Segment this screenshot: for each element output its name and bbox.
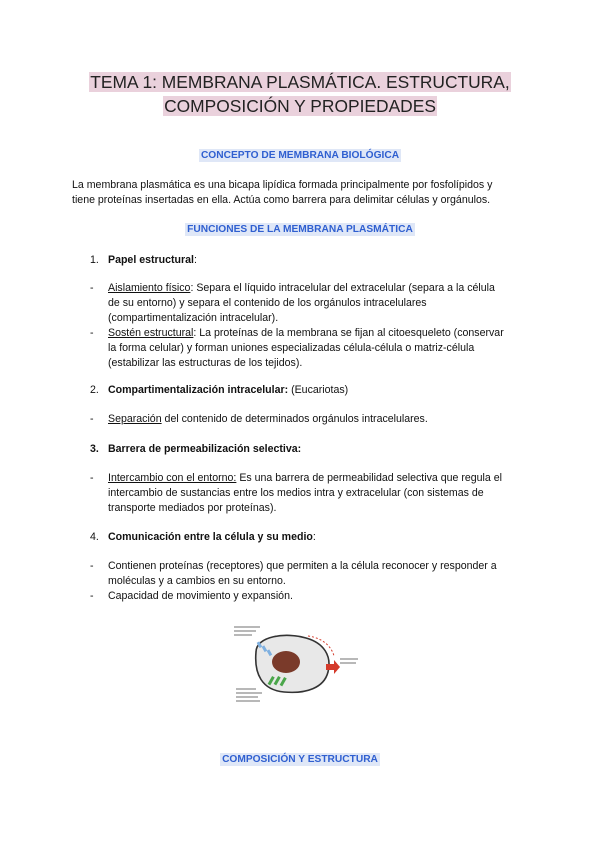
numbered-item-3: [90, 442, 301, 457]
bullet-text-line: (estabilizar las estructuras de los tejidos).: [108, 356, 303, 369]
page-title-line2: COMPOSICIÓN Y PROPIEDADES: [164, 96, 436, 116]
numbered-item-2: [90, 383, 348, 398]
item-title: Papel estructural: [108, 254, 194, 266]
section-heading-composicion: [0, 754, 600, 765]
bullet-text-line: intercambio de sustancias entre los medios intra y extracelular (con sistemas de: [108, 486, 484, 499]
bullet-dash: -: [90, 590, 94, 602]
cell-diagram-svg: [228, 622, 360, 704]
bullet-dash: -: [90, 282, 94, 294]
bullet-dash: -: [90, 327, 94, 339]
item-suffix: (Eucariotas): [288, 384, 349, 396]
item-number: 4.: [90, 531, 99, 543]
bullet-label: Sostén estructural: [108, 327, 194, 339]
bullet-text-line: la forma celular) y forman uniones especializadas célula-célula o matriz-célula: [108, 341, 475, 354]
section-heading-funciones: [0, 224, 600, 235]
bullet-text-line: : La proteínas de la membrana se fijan al citoesqueleto (conservar: [193, 327, 504, 339]
bullet-dash: -: [90, 472, 94, 484]
numbered-item-4: [90, 530, 316, 545]
item-number: 3.: [90, 443, 99, 455]
concepto-line2: tiene proteínas insertadas en ella. Actúa como barrera para delimitar células y orgánulos.: [72, 194, 491, 206]
bullet-sosten: [90, 326, 530, 370]
item-title: Barrera de permeabilización selectiva:: [108, 443, 302, 455]
bullet-aislamiento: [90, 281, 530, 325]
page-title-line1: TEMA 1: MEMBRANA PLASMÁTICA. ESTRUCTURA,: [90, 72, 510, 92]
bullet-text-line: : Separa el líquido intracelular del extracelular (separa a la célula: [190, 282, 495, 294]
bullet-label: Separación: [108, 413, 162, 425]
bullet-text-line: moléculas y a cambios en su entorno.: [108, 574, 286, 587]
bullet-dash: -: [90, 560, 94, 572]
numbered-item-1: [90, 253, 197, 268]
section-heading-funciones-text: FUNCIONES DE LA MEMBRANA PLASMÁTICA: [187, 224, 413, 235]
bullet-label: Intercambio con el entorno:: [108, 472, 237, 484]
bullet-text-line: Capacidad de movimiento y expansión.: [108, 590, 293, 602]
item-title: Comunicación entre la célula y su medio: [108, 531, 313, 543]
item-title: Compartimentalización intracelular:: [108, 384, 289, 396]
item-suffix: :: [193, 254, 197, 266]
section-heading-composicion-text: COMPOSICIÓN Y ESTRUCTURA: [222, 754, 378, 765]
bullet-intercambio: [90, 471, 530, 515]
bullet-text-line: transporte mediados por proteínas).: [108, 501, 277, 514]
bullet-text-line: de su entorno) y separa el contenido de los orgánulos intracelulares: [108, 296, 427, 309]
page-title: [0, 70, 600, 118]
nucleus-shape: [272, 651, 300, 673]
concepto-paragraph: [72, 178, 532, 208]
bullet-text-line: Es una barrera de permeabilidad selectiva que regula el: [236, 472, 502, 484]
bullet-receptores: [90, 559, 530, 589]
bullet-text-line: (compartimentalización intracelular).: [108, 311, 279, 324]
bullet-dash: -: [90, 413, 94, 425]
item-number: 2.: [90, 384, 99, 396]
bullet-separacion: [90, 412, 530, 427]
concepto-line1: La membrana plasmática es una bicapa lipídica formada principalmente por fosfolípidos y: [72, 179, 493, 191]
bullet-text-line: del contenido de determinados orgánulos intracelulares.: [161, 413, 428, 425]
section-heading-concepto-text: CONCEPTO DE MEMBRANA BIOLÓGICA: [200, 150, 400, 161]
bullet-text-line: Contienen proteínas (receptores) que permiten a la célula reconocer y responder a: [108, 560, 497, 572]
cell-membrane-diagram-icon: [228, 622, 360, 704]
section-heading-concepto: [0, 150, 600, 161]
bullet-label: Aislamiento físico: [108, 282, 191, 294]
item-number: 1.: [90, 254, 99, 266]
item-suffix: :: [312, 531, 316, 543]
bullet-movimiento: [90, 589, 530, 604]
